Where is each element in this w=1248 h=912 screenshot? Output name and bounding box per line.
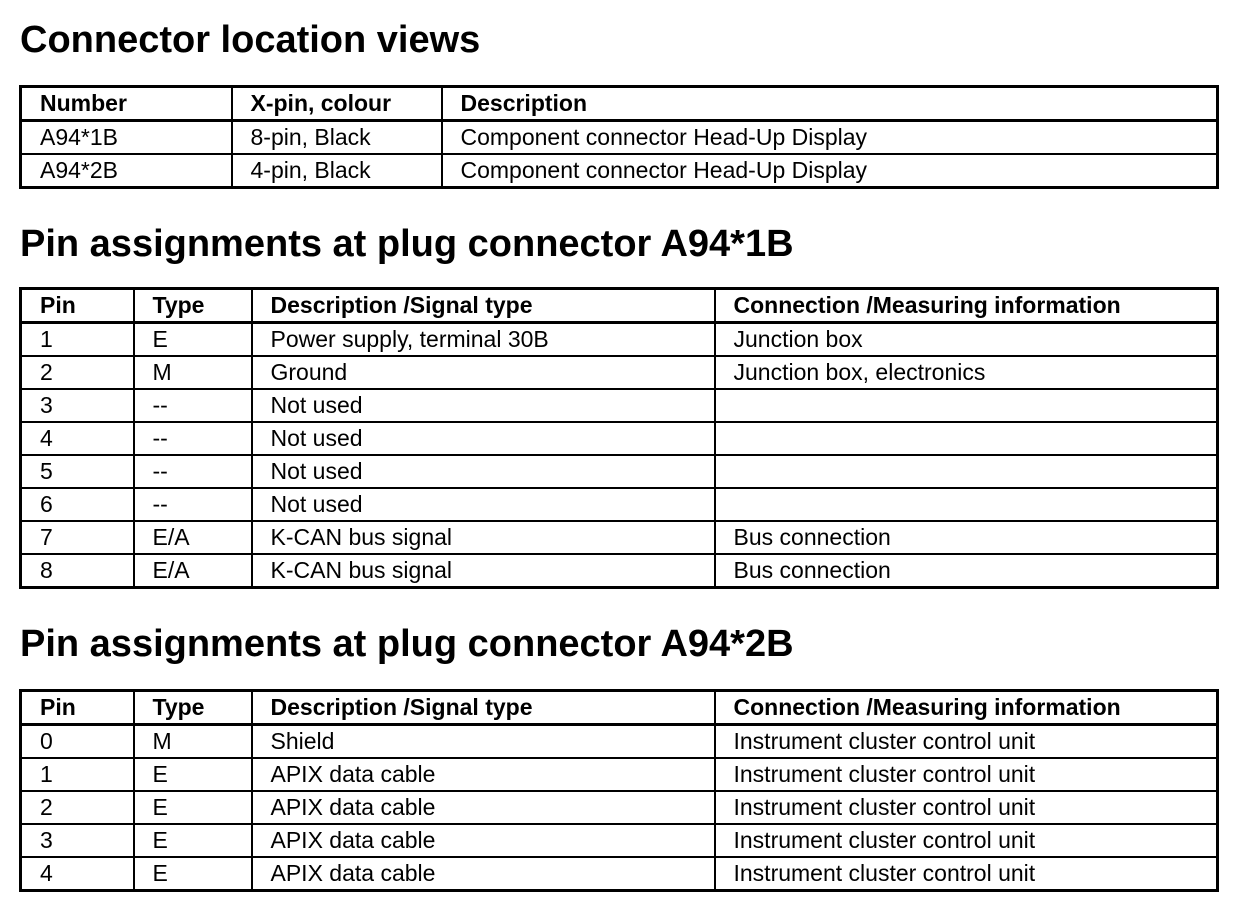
column-header: Pin [21,289,134,323]
table-cell: Not used [252,488,715,521]
table-row [21,488,1218,521]
table-cell: 3 [21,389,134,422]
table-row [21,758,1218,791]
table-cell: A94*1B [21,121,232,155]
table-cell: 2 [21,356,134,389]
table-cell: 3 [21,824,134,857]
table-cell: Instrument cluster control unit [715,824,1218,857]
table-row [21,521,1218,554]
table-cell: M [134,356,252,389]
table-cell: 1 [21,758,134,791]
table-row [21,455,1218,488]
table-cell: Instrument cluster control unit [715,857,1218,891]
table-cell: E [134,323,252,357]
table-cell: Instrument cluster control unit [715,725,1218,759]
table-cell: 4 [21,857,134,891]
table-cell: APIX data cable [252,758,715,791]
table-cell: APIX data cable [252,824,715,857]
connector-location-table [19,85,1219,189]
table-cell: Bus connection [715,554,1218,588]
table-cell: K-CAN bus signal [252,521,715,554]
table-cell: E/A [134,521,252,554]
table-row [21,554,1218,588]
table-cell: E [134,857,252,891]
column-header: Description /Signal type [252,691,715,725]
section-title-pins-a94-1b: Pin assignments at plug connector A94*1B [20,223,794,265]
table-cell: APIX data cable [252,857,715,891]
table-cell: 4 [21,422,134,455]
table-cell: E [134,791,252,824]
table-cell: E/A [134,554,252,588]
table-cell: Instrument cluster control unit [715,758,1218,791]
table-cell: Bus connection [715,521,1218,554]
table-row [21,154,1218,188]
table-cell: -- [134,488,252,521]
table-cell: -- [134,422,252,455]
table-cell: 1 [21,323,134,357]
table-cell: 4-pin, Black [232,154,442,188]
table-row [21,389,1218,422]
table-cell: 8-pin, Black [232,121,442,155]
column-header: Pin [21,691,134,725]
table-cell: Ground [252,356,715,389]
section-title-pins-a94-2b: Pin assignments at plug connector A94*2B [20,623,794,665]
table-cell: -- [134,455,252,488]
table-cell: M [134,725,252,759]
table-cell: Not used [252,455,715,488]
column-header: Type [134,691,252,725]
table-row [21,323,1218,357]
table-header-row [21,87,1218,121]
table-cell: Junction box [715,323,1218,357]
table-cell: E [134,758,252,791]
table-cell: Junction box, electronics [715,356,1218,389]
column-header: Number [21,87,232,121]
table-cell: K-CAN bus signal [252,554,715,588]
table-cell: 8 [21,554,134,588]
table-cell [715,389,1218,422]
table-cell: Component connector Head-Up Display [442,121,1218,155]
table-row [21,725,1218,759]
table-cell: Not used [252,389,715,422]
table-cell: Not used [252,422,715,455]
table-header-row [21,289,1218,323]
column-header: Connection /Measuring information [715,691,1218,725]
table-row [21,121,1218,155]
table-cell: 0 [21,725,134,759]
column-header: X-pin, colour [232,87,442,121]
column-header: Connection /Measuring information [715,289,1218,323]
pin-assignment-table-a94-1b [19,287,1219,589]
section-title-connector-location: Connector location views [20,19,481,61]
pin-assignment-table-a94-2b [19,689,1219,892]
table-cell [715,422,1218,455]
table-cell: Component connector Head-Up Display [442,154,1218,188]
table-row [21,791,1218,824]
table-row [21,824,1218,857]
column-header: Description [442,87,1218,121]
column-header: Type [134,289,252,323]
table-cell: Power supply, terminal 30B [252,323,715,357]
column-header: Description /Signal type [252,289,715,323]
table-cell: Instrument cluster control unit [715,791,1218,824]
table-cell: -- [134,389,252,422]
table-cell: E [134,824,252,857]
table-header-row [21,691,1218,725]
table-cell: 6 [21,488,134,521]
table-cell: A94*2B [21,154,232,188]
table-cell [715,455,1218,488]
table-cell: Shield [252,725,715,759]
table-row [21,356,1218,389]
table-row [21,422,1218,455]
table-cell: 7 [21,521,134,554]
table-cell: 5 [21,455,134,488]
table-cell [715,488,1218,521]
table-cell: APIX data cable [252,791,715,824]
table-row [21,857,1218,891]
table-cell: 2 [21,791,134,824]
